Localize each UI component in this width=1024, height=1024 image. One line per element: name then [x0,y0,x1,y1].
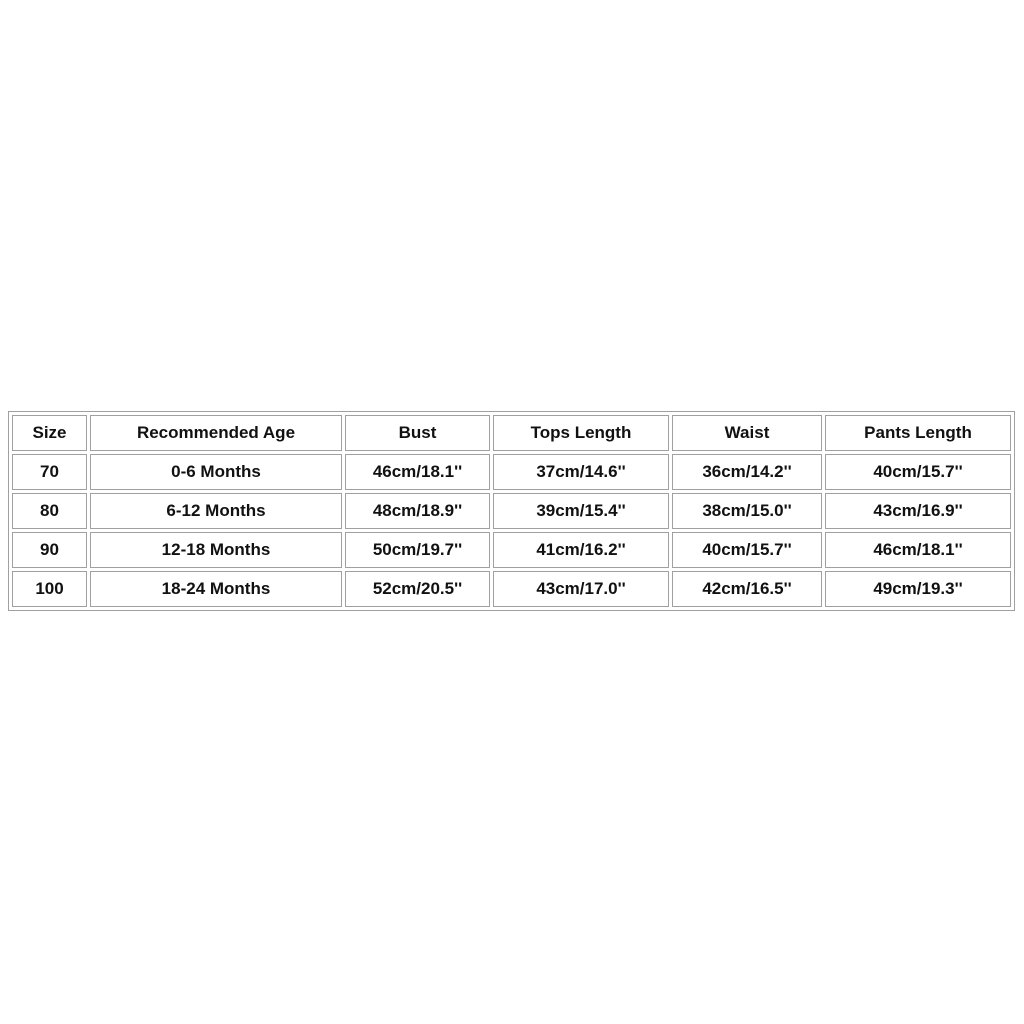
header-row [12,415,1011,451]
cell-size: 80 [12,493,87,529]
cell-waist: 36cm/14.2'' [672,454,822,490]
header-waist: Waist [672,415,822,451]
cell-recommended-age: 0-6 Months [90,454,342,490]
cell-bust: 46cm/18.1'' [345,454,490,490]
cell-size: 90 [12,532,87,568]
header-tops-length: Tops Length [493,415,669,451]
cell-bust: 48cm/18.9'' [345,493,490,529]
cell-bust: 50cm/19.7'' [345,532,490,568]
cell-pants-length: 46cm/18.1'' [825,532,1011,568]
cell-size: 100 [12,571,87,607]
cell-pants-length: 40cm/15.7'' [825,454,1011,490]
cell-bust: 52cm/20.5'' [345,571,490,607]
cell-tops-length: 37cm/14.6'' [493,454,669,490]
cell-tops-length: 39cm/15.4'' [493,493,669,529]
header-size: Size [12,415,87,451]
table-row [12,493,1011,529]
cell-pants-length: 43cm/16.9'' [825,493,1011,529]
header-recommended-age: Recommended Age [90,415,342,451]
table-row [12,571,1011,607]
cell-tops-length: 43cm/17.0'' [493,571,669,607]
cell-recommended-age: 18-24 Months [90,571,342,607]
header-pants-length: Pants Length [825,415,1011,451]
cell-pants-length: 49cm/19.3'' [825,571,1011,607]
cell-recommended-age: 12-18 Months [90,532,342,568]
cell-recommended-age: 6-12 Months [90,493,342,529]
header-bust: Bust [345,415,490,451]
cell-tops-length: 41cm/16.2'' [493,532,669,568]
cell-size: 70 [12,454,87,490]
cell-waist: 40cm/15.7'' [672,532,822,568]
size-chart-table [8,411,1015,611]
cell-waist: 38cm/15.0'' [672,493,822,529]
table-row [12,454,1011,490]
table-row [12,532,1011,568]
cell-waist: 42cm/16.5'' [672,571,822,607]
